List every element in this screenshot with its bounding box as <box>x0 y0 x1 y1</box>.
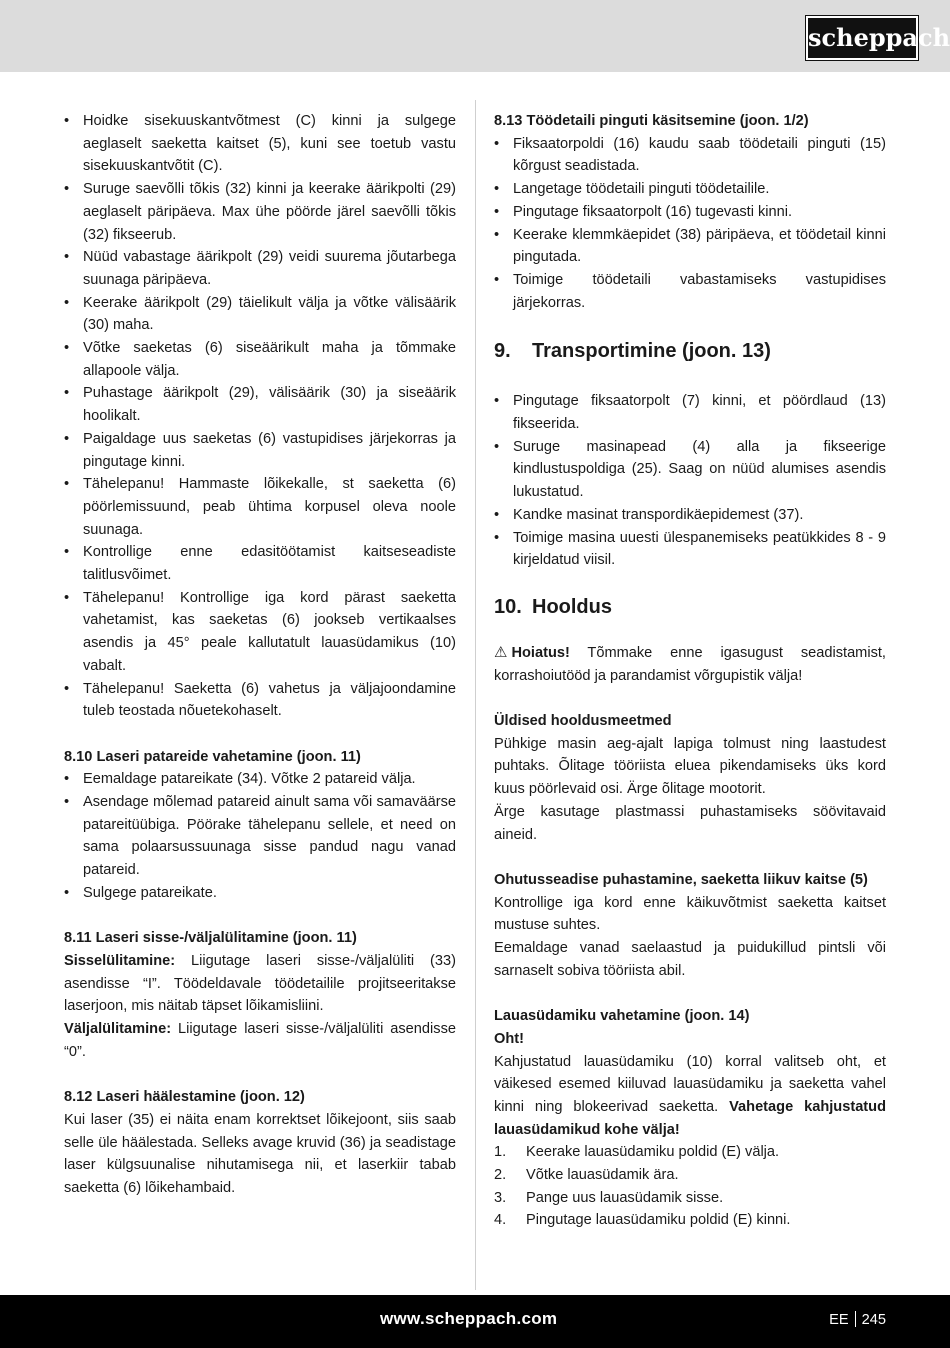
list-item: • Kandke masinat transpordikäepidemest (37). <box>494 506 804 523</box>
warning-paragraph: ⚠ Hoiatus! Tõmmake enne igasugust seadistamist, korrashoiutööd ja parandamist võrgupistik välja! <box>494 643 886 684</box>
list-item: 4. Pingutage lauasüdamiku poldid (E) kinni. <box>494 1212 791 1229</box>
list-item: • Nüüd vabastage äärikpolt (29) veidi suurema jõutarbega suunaga päripäeva. <box>64 249 456 288</box>
list-item: • Eemaldage patareikate (34). Võtke 2 patareid välja. <box>64 771 416 788</box>
list-item: • Suruge saevõlli tõkis (32) kinni ja keerake äärikpolti (29) aeglaselt päripäeva. Max ühe pöörde järel saevõlli tõkis (32) fikseerub. <box>64 181 456 243</box>
list-item: • Sulgege patareikate. <box>64 884 217 901</box>
section-title-8-12: 8.12 Laseri häälestamine (joon. 12) <box>64 1089 305 1106</box>
list-item: • Langetage töödetaili pinguti töödetailile. <box>494 181 770 198</box>
subheading-guard-cleaning: Ohutusseadise puhastamine, saeketta liikuv kaitse (5) <box>494 871 868 888</box>
scheppach-logo: scheppach <box>806 16 918 60</box>
subheading-table-insert: Lauasüdamiku vahetamine (joon. 14) <box>494 1008 750 1025</box>
page-indicator <box>829 1311 886 1328</box>
list-item: • Paigaldage uus saeketas (6) vastupidises järjekorras ja pingutage kinni. <box>64 430 456 470</box>
section-title-8-11: 8.11 Laseri sisse-/väljalülitamine (joon. 11) <box>64 930 357 947</box>
list-item: • Keerake äärikpolt (29) täielikult välja ja võtke välisäärik (30) maha. <box>64 294 456 334</box>
guard-cleaning-text-1: Kontrollige iga kord enne käikuvõtmist saeketta kaitset mustuse suhtes. <box>494 894 886 934</box>
list-item: • Tähelepanu! Kontrollige iga kord pärast saeketta vahetamist, kas saeketas (6) jookseb vertikaalses asendis ja 45° peale kallutatult lauasüdamikus (10) vabalt. <box>64 589 456 674</box>
list-item: • Keerake klemmkäepidet (38) päripäeva, et töödetail kinni pingutada. <box>494 226 886 266</box>
left-column <box>64 110 456 1200</box>
website-link[interactable]: www.scheppach.com <box>380 1309 558 1328</box>
subheading-general-maintenance: Üldised hooldusmeetmed <box>494 713 672 730</box>
list-item: • Pingutage fiksaatorpolt (7) kinni, et pöördlaud (13) fikseerida. <box>494 393 886 433</box>
section-title-8-10: 8.10 Laseri patareide vahetamine (joon. 11) <box>64 748 361 765</box>
separator <box>855 1311 856 1327</box>
danger-label: Oht! <box>494 1030 524 1047</box>
transport-steps <box>494 390 886 572</box>
clamp-steps <box>494 133 886 315</box>
list-item: 3. Pange uus lauasüdamik sisse. <box>494 1189 724 1206</box>
list-item: 2. Võtke lauasüdamik ära. <box>494 1167 679 1184</box>
general-maintenance-text-2: Ärge kasutage plastmassi puhastamiseks söövitavaid aineid. <box>494 803 886 843</box>
list-item: • Kontrollige enne edasitöötamist kaitseseadiste talitlusvõimet. <box>64 544 456 584</box>
list-item: • Tähelepanu! Saeketta (6) vahetus ja väljajoondamine tuleb teostada nõuetekohaselt. <box>64 680 456 720</box>
list-item: • Puhastage äärikpolt (29), välisäärik (30) ja siseäärik hoolikalt. <box>64 385 456 425</box>
page-number: 245 <box>861 1312 886 1328</box>
list-item: 1. Keerake lauasüdamiku poldid (E) välja. <box>494 1144 780 1161</box>
list-item: • Toimige masina uuesti ülespanemiseks peatükkides 8 - 9 kirjeldatud viisil. <box>494 529 886 569</box>
list-item: • Pingutage fiksaatorpolt (16) tugevasti kinni. <box>494 203 793 220</box>
laser-off-paragraph: Väljalülitamine: Liigutage laseri sisse-/väljalüliti asendisse “0”. <box>64 1021 456 1060</box>
blade-change-steps <box>64 110 456 723</box>
table-insert-steps <box>494 1141 886 1232</box>
list-item: • Tähelepanu! Hammaste lõikekalle, st saeketta (6) pöörlemissuund, peab ühtima korpusel oleva noole suunaga. <box>64 476 456 538</box>
heading-transport: 9. Transportimine (joon. 13) <box>494 340 771 363</box>
battery-steps <box>64 768 456 904</box>
list-item: • Fiksaatorpoldi (16) kaudu saab töödetaili pinguti (15) kõrgust seadistada. <box>494 135 886 175</box>
table-insert-text: Kahjustatud lauasüdamiku (10) korral valitseb oht, et väikesed esemed kiiluvad lauasüdamiku ja saeketta vahel kinni ning blokeerivad saeketta. Vahetage kahjustatud lauasüdamikud kohe välja! <box>494 1053 886 1138</box>
warning-triangle-icon: ⚠ <box>494 643 508 661</box>
language-code: EE <box>829 1312 849 1328</box>
general-maintenance-text-1: Pühkige masin aeg-ajalt lapiga tolmust ning laastudest puhtaks. Õlitage tööriista eluea pikendamiseks üks kord kuus pöörlevaid osi. Ärge õlitage mootorit. <box>494 735 886 798</box>
list-item: • Asendage mõlemad patareid ainult sama või samaväärse patareitüübiga. Pöörake tähelepanu sellele, et need on sama polaarsussuunaga sisse pandud nagu vanad patareid. <box>64 794 456 879</box>
header-bar <box>0 0 950 72</box>
list-item: • Võtke saeketas (6) siseäärikult maha ja tõmmake allapoole välja. <box>64 340 456 379</box>
laser-adjust-paragraph: Kui laser (35) ei näita enam korrektset lõikejoont, siis saab selle üle häälestada. Selleks avage kruvid (36) ja seadistage laser külgsuunalise nihutamisega nii, et laserkiir tabab saeketta (6) lõikehambaid. <box>64 1111 456 1196</box>
footer-bar <box>0 1295 950 1348</box>
laser-on-paragraph: Sisselülitamine: Liigutage laseri sisse-/väljalüliti (33) asendisse “I”. Töödeldavale töödetailile projitseeritakse laserjoon, mis näitab täpset lõikamisliini. <box>64 952 456 1015</box>
right-column <box>494 110 886 1232</box>
guard-cleaning-text-2: Eemaldage vanad saelaastud ja puidukillud pintsli või sarnaselt sobiva tööriista abil. <box>494 940 886 979</box>
column-divider <box>475 100 476 1290</box>
section-title-8-13: 8.13 Töödetaili pinguti käsitsemine (joon. 1/2) <box>494 113 809 129</box>
heading-maintenance: 10. Hooldus <box>494 595 612 618</box>
list-item: • Suruge masinapead (4) alla ja fikseerige kindlustuspoldiga (25). Saag on nüüd alumises asendis lukustatud. <box>494 438 886 501</box>
list-item: • Toimige töödetaili vabastamiseks vastupidises järjekorras. <box>494 271 886 311</box>
list-item: • Hoidke sisekuuskantvõtmest (C) kinni ja sulgege aeglaselt saeketta kaitset (5), kuni see toetub vastu sisekuuskantvõtit (C). <box>64 113 456 175</box>
